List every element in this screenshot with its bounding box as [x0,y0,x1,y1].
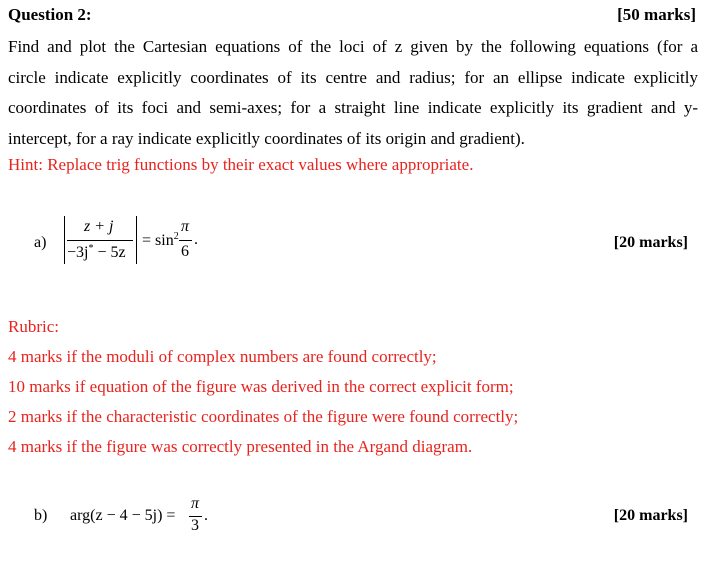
hint-text: Hint: Replace trig functions by their exact values where appropriate. [8,155,474,174]
question-header [8,5,696,27]
part-a-equation [62,216,242,268]
instruction-line: intercept, for a ray indicate explicitly coordinates of its origin and gradient). [8,128,525,148]
equation-period: . [194,231,198,248]
abs-bar-left [64,216,65,264]
rubric-item: 10 marks if equation of the figure was derived in the correct explicit form; [8,377,514,396]
question-title: Question 2: [8,5,92,24]
part-a-label: a) [34,234,47,251]
instruction-line: coordinates of its foci and semi-axes; for a straight line indicate explicitly its gradient and y- [8,98,698,117]
question-marks: [50 marks] [617,5,696,24]
equation-denominator: −3j* − 5z [67,243,126,261]
part-b-label: b) [34,507,48,524]
rubric-item: 2 marks if the characteristic coordinates of the figure were found correctly; [8,407,519,426]
document-page [8,0,716,565]
pi-fraction-line [179,240,192,241]
part-b [8,495,696,535]
instruction-line: circle indicate explicitly coordinates of its centre and radius; for an ellipse indicate explicitly [8,67,698,87]
rubric [8,312,518,462]
equation-period: . [204,507,208,524]
fraction-line [67,240,133,241]
question-instructions [8,32,698,154]
rubric-heading: Rubric: [8,317,59,336]
abs-bar-right [136,216,137,264]
equation-rhs: = $\sin^2$ [142,231,179,249]
pi-symbol: π [181,218,190,235]
rubric-item: 4 marks if the moduli of complex numbers are found correctly; [8,347,437,366]
pi-symbol: π [191,495,200,512]
part-a [8,208,696,268]
part-b-equation [62,495,262,535]
pi-denominator: 3 [191,517,199,534]
pi-denominator: 6 [181,243,189,260]
equation-lhs: arg(z − 4 − 5j) = [70,507,176,524]
part-a-marks: [20 marks] [613,234,688,251]
part-b-marks: [20 marks] [613,507,688,524]
equation-numerator: z + j [84,218,114,235]
instruction-line: Find and plot the Cartesian equations of the loci of z given by the following equations (for a [8,37,698,56]
rubric-item: 4 marks if the figure was correctly presented in the Argand diagram. [8,437,473,456]
